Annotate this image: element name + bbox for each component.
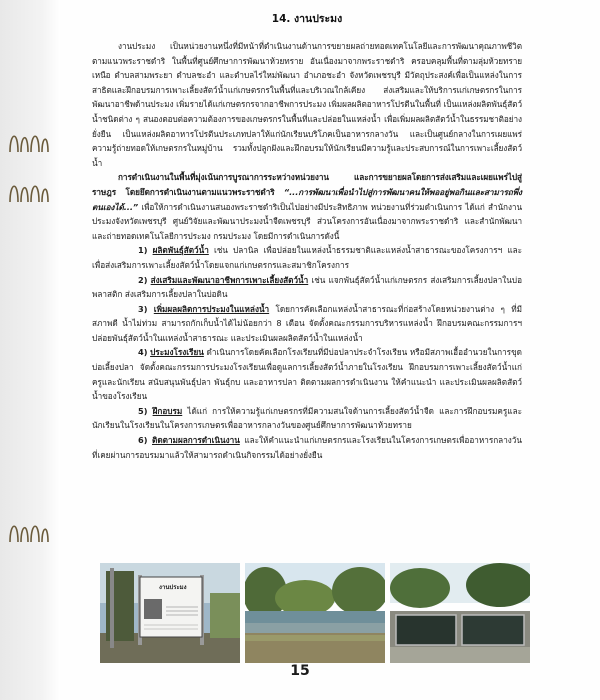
item-text: ดำเนินการโดยคัดเลือกโรงเรียนที่มีบ่อปลาประจำโรงเรียน หรือมีสภาพเอื้ออำนวยในการขุดบ่อเลี้ยงปลา จัดตั้งคณะกรรมการประมงโรงเรียนเพื่อดูแลการเลี้ยงสัตว์น้ำภายในโรงเรียน ฝึกอบรมการเพาะเลี้ยงสัตว์น้ำแก่ครูและนักเรียน สนับสนุนพันธุ์ปลา พันธุ์กบ และอาหารปลา ติดตามผลการดำเนินงาน ให้คำแนะนำ และประเมินผลผลิตสัตว์น้ำของโรงเรียน	[92, 347, 522, 402]
item-text: และให้คำแนะนำแก่เกษตรกรและโรงเรียนในโครงการเกษตรเพื่ออาหารกลางวันที่เคยผ่านการอบรมมาแล้วให้สามารถดำเนินกิจกรรมได้อย่างยั่งยืน	[92, 435, 522, 460]
photo-fish-tanks	[390, 563, 530, 663]
item-number: 6)	[138, 435, 148, 446]
approach-paragraph	[92, 170, 522, 243]
item-number: 5)	[138, 405, 148, 416]
photo-pond	[245, 563, 385, 663]
item-number: 1)	[138, 245, 148, 256]
item-heading: ติดตามผลการดำเนินงาน	[152, 435, 240, 446]
scroll-ornament-icon	[6, 172, 52, 208]
list-item	[92, 345, 522, 403]
approach-rest: เพื่อให้การดำเนินงานสนองพระราชดำริเป็นไปอย่างมีประสิทธิภาพ หน่วยงานที่ร่วมดำเนินการ ได้แก่ สำนักงานประมงจังหวัดเพชรบุรี ศูนย์วิจัยและพัฒนาประมงน้ำจืดเพชรบุรี ส่วนโครงการอันเนื่องมาจากพระราชดำริ และสำนักพัฒนาและถ่ายทอดเทคโนโลยีการประมง กรมประมง โดยมีการดำเนินการดังนี้	[92, 201, 522, 241]
fisheries-sign-label: งานประมง	[159, 584, 187, 591]
item-text: ได้แก่ การให้ความรู้แก่เกษตรกรที่มีความสนใจด้านการเลี้ยงสัตว์น้ำจืด และการฝึกอบรมครูและนักเรียนในโรงเรียนในโครงการเกษตรเพื่ออาหารกลางวันของศูนย์ศึกษาการพัฒนาห้วยทราย	[92, 405, 522, 431]
item-text: โดยการคัดเลือกแหล่งน้ำสาธารณะที่ก่อสร้างโดยหน่วยงานต่าง ๆ ที่มีสภาพดี น้ำไม่ท่วม สามารถกักเก็บน้ำได้ไม่น้อยกว่า 8 เดือน จัดตั้งคณะกรรมการบริหารแหล่งน้ำ ฝึกอบรมคณะกรรมการฯ ปล่อยพันธุ์สัตว์น้ำในแหล่งน้ำสาธารณะ และประเมินผลผลิตสัตว์น้ำในแหล่งน้ำ	[92, 303, 522, 343]
item-heading: ผลิตพันธุ์สัตว์น้ำ	[152, 245, 209, 256]
item-heading: ฝึกอบรม	[152, 405, 183, 416]
scroll-ornament-icon	[6, 122, 52, 158]
list-item	[92, 273, 522, 302]
section-title: 14. งานประมง	[271, 13, 343, 25]
activity-list	[92, 243, 522, 462]
royal-quote: “...การพัฒนาเพื่อนำไปสู่การพัฒนาคนให้พออยู่พอกินและสามารถพึ่งตนเองได้...”	[92, 186, 522, 212]
item-text: เช่น แจกพันธุ์สัตว์น้ำแก่เกษตรกร ส่งเสริมการเลี้ยงปลาในบ่อพลาสติก ส่งเสริมการเลี้ยงปลาในบ่อดิน	[92, 274, 522, 300]
item-heading: ส่งเสริมและพัฒนาอาชีพการเพาะเลี้ยงสัตว์น้ำ	[150, 274, 309, 285]
intro-paragraph: งานประมง เป็นหน่วยงานหนึ่งที่มีหน้าที่ดำเนินงานด้านการขยายผลถ่ายทอดเทคโนโลยีและการพัฒนาคุณภาพชีวิตตามแนวพระราชดำริ ในพื้นที่ศูนย์ศึกษาการพัฒนาห้วยทราย อันเนื่องมาจากพระราชดำริ ครอบคลุมพื้นที่ตามลุ่มห้วยทรายเหนือ ตำบลสามพระยา ตำบลชะอำ และตำบลไร่ใหม่พัฒนา อำเภอชะอำ จังหวัดเพชรบุรี มีวัตถุประสงค์เพื่อเป็นแหล่งในการสาธิตและฝึกอบรมการเพาะเลี้ยงสัตว์น้ำแก่เกษตรกรในพื้นที่และบริเวณใกล้เคียง ส่งเสริมและให้บริการแก่เกษตรกรในการพัฒนาอาชีพด้านประมง เพิ่มรายได้แก่เกษตรกรจากอาชีพการประมง เพิ่มผลผลิตอาหารโปรตีนในพื้นที่ เป็นแหล่งผลิตพันธุ์สัตว์น้ำชนิดต่าง ๆ สนองตอบต่อความต้องการของเกษตรกรในพื้นที่และปล่อยในแหล่งน้ำ เพื่อเพิ่มผลผลิตสัตว์น้ำในธรรมชาติอย่างยั่งยืน เป็นแหล่งผลิตอาหารโปรตีนประเภทปลาให้แก่นักเรียนบริโภคเป็นอาหารกลางวัน และเป็นศูนย์กลางในการเผยแพร่ความรู้ถ่ายทอดให้เกษตรกรในหมู่บ้าน รวมทั้งปลูกฝังและฝึกอบรมให้นักเรียนมีความรู้และประสบการณ์ในการเพาะเลี้ยงสัตว์น้ำ	[92, 41, 522, 168]
approach-lead: การดำเนินงานในพื้นที่มุ่งเน้นการบูรณาการระหว่างหน่วยงาน และการขยายผลโดยการส่งเสริมและเผยแพร่ไปสู่ราษฎร โดยยึดการดำเนินงานตามแนวพระราชดำริ	[92, 172, 522, 197]
scroll-ornament-icon	[6, 512, 52, 548]
item-number: 3)	[138, 303, 148, 314]
photo-fisheries-sign	[100, 563, 240, 663]
list-item	[92, 433, 522, 462]
item-heading: เพิ่มผลผลิตการประมงในแหล่งน้ำ	[153, 303, 270, 314]
item-text: เช่น ปลานิล เพื่อปล่อยในแหล่งน้ำธรรมชาติและแหล่งน้ำสาธารณะของโครงการฯ และเพื่อส่งเสริมการเพาะเลี้ยงสัตว์น้ำโดยแจกแก่เกษตรกรและสมาชิกโครงการ	[92, 245, 523, 270]
item-heading: ประมงโรงเรียน	[150, 347, 204, 358]
list-item	[92, 404, 522, 433]
photo-strip	[100, 563, 530, 663]
left-decorative-strip	[0, 0, 60, 700]
document-body	[92, 10, 522, 462]
item-number: 2)	[138, 274, 148, 285]
list-item	[92, 243, 522, 272]
item-number: 4)	[138, 347, 148, 358]
page-number: 15	[290, 663, 310, 679]
list-item	[92, 302, 522, 346]
